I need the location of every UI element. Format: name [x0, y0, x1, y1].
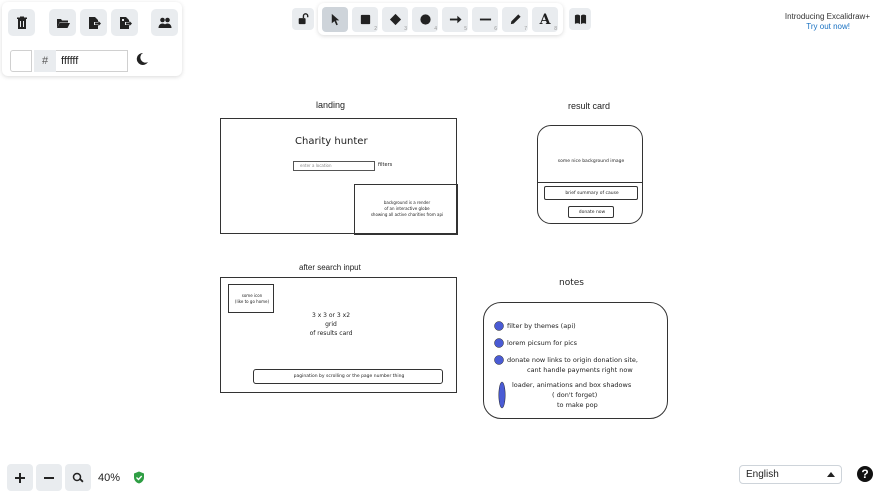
- note-item: ( don't forget): [552, 391, 598, 399]
- canvas-actions-panel: [2, 2, 182, 76]
- landing-label: landing: [316, 100, 346, 110]
- notes-frame[interactable]: [483, 302, 668, 419]
- lock-tool-button[interactable]: [292, 8, 314, 30]
- clear-canvas-button[interactable]: [8, 9, 35, 36]
- globe-note-line: of an interactive globe: [384, 206, 430, 211]
- ellipse-tool[interactable]: [412, 7, 438, 32]
- card-summary-text: brief summary of cause: [565, 191, 619, 196]
- reset-zoom-button[interactable]: [65, 464, 91, 491]
- line-tool[interactable]: [472, 7, 498, 32]
- grid-text: grid: [325, 321, 337, 328]
- hex-prefix: #: [34, 50, 56, 72]
- export-button[interactable]: [80, 9, 107, 36]
- pointer-icon: [329, 13, 342, 26]
- landing-frame[interactable]: [220, 118, 457, 234]
- hotkey-label: 8: [554, 26, 557, 32]
- globe-note-line: background is a render: [383, 200, 431, 205]
- arrow-tool[interactable]: [442, 7, 468, 32]
- card-summary-box: [544, 186, 638, 200]
- card-divider: [538, 182, 643, 183]
- note-item: donate now links to origin donation site,: [507, 356, 638, 364]
- draw-tool[interactable]: [502, 7, 528, 32]
- diamond-icon: [389, 13, 402, 26]
- square-icon: [359, 13, 372, 26]
- result-card-label: result card: [568, 101, 611, 111]
- moon-icon[interactable]: [135, 52, 149, 66]
- users-icon: [158, 16, 172, 30]
- hotkey-label: 3: [404, 26, 407, 32]
- diamond-tool[interactable]: [382, 7, 408, 32]
- note-item: lorem picsum for pics: [507, 339, 578, 347]
- note-item: loader, animations and box shadows: [512, 381, 632, 389]
- pencil-icon: [509, 13, 522, 26]
- donate-now-box: [568, 206, 614, 218]
- hotkey-label: 4: [434, 26, 437, 32]
- grid-text: of results card: [309, 330, 353, 337]
- globe-note-box: [354, 184, 458, 235]
- rectangle-tool[interactable]: [352, 7, 378, 32]
- grid-text: 3 x 3 or 3 x2: [311, 312, 351, 319]
- landing-title: Charity hunter: [295, 136, 368, 147]
- shield-check-icon[interactable]: [133, 471, 145, 484]
- bullet-dot: [494, 355, 504, 365]
- zoom-out-button[interactable]: [36, 464, 62, 491]
- home-icon-text: some icon: [241, 293, 263, 298]
- location-search-box: [293, 161, 375, 171]
- home-icon-box: [228, 284, 274, 313]
- text-glyph: A: [539, 11, 551, 28]
- filters-text: filters: [378, 162, 393, 168]
- bullet-dot: [494, 321, 504, 331]
- globe-note-line: showing all active charities from api: [370, 212, 444, 217]
- load-button[interactable]: [49, 9, 76, 36]
- unlock-icon: [297, 13, 309, 25]
- background-color-swatch[interactable]: [10, 50, 32, 72]
- line-icon: [479, 13, 492, 26]
- shape-toolbar: [318, 3, 563, 35]
- promo-title: Introducing Excalidraw+: [784, 12, 870, 21]
- hotkey-label: 7: [524, 26, 527, 32]
- help-button[interactable]: ?: [857, 466, 873, 482]
- background-color-input[interactable]: ffffff: [56, 50, 128, 72]
- hotkey-label: 6: [494, 26, 497, 32]
- result-card-frame[interactable]: [537, 125, 643, 224]
- folder-open-icon: [56, 16, 70, 30]
- pagination-text: pagination by scrolling or the page number thing: [293, 374, 405, 379]
- promo-link[interactable]: Try out now!: [806, 22, 850, 31]
- bullet-oval: [498, 381, 506, 409]
- notes-label: notes: [559, 278, 584, 288]
- selection-tool[interactable]: [322, 7, 348, 32]
- book-open-icon: [574, 13, 587, 26]
- zoom-reset-icon: [72, 472, 84, 484]
- trash-icon: [15, 16, 29, 30]
- bullet-dot: [494, 338, 504, 348]
- after-search-frame[interactable]: [220, 277, 457, 393]
- after-search-label: after search input: [299, 263, 361, 272]
- home-icon-text: (like to go home): [234, 299, 270, 304]
- library-button[interactable]: [569, 8, 591, 30]
- zoom-in-button[interactable]: [7, 464, 33, 491]
- text-tool[interactable]: [532, 7, 558, 32]
- language-select[interactable]: [739, 465, 842, 484]
- save-as-image-button[interactable]: [111, 9, 138, 36]
- caret-up-icon: [827, 472, 835, 477]
- donate-now-text: donate now: [578, 210, 606, 215]
- circle-icon: [419, 13, 432, 26]
- language-selected: English: [746, 469, 779, 480]
- note-item: cant handle payments right now: [527, 366, 633, 374]
- card-image-text: some nice background image: [557, 159, 625, 164]
- note-item: filter by themes (api): [507, 322, 576, 330]
- location-placeholder: enter a location: [300, 163, 332, 168]
- arrow-right-icon: [449, 13, 462, 26]
- zoom-level: 40%: [98, 472, 121, 484]
- minus-icon: [43, 472, 55, 484]
- zoom-controls: [5, 463, 125, 493]
- hotkey-label: 5: [464, 26, 467, 32]
- file-export-icon: [87, 16, 101, 30]
- plus-icon: [14, 472, 26, 484]
- collaborate-button[interactable]: [151, 9, 178, 36]
- hotkey-label: 2: [374, 26, 377, 32]
- file-image-export-icon: [118, 16, 132, 30]
- note-item: to make pop: [557, 401, 598, 409]
- pagination-box: [253, 369, 443, 384]
